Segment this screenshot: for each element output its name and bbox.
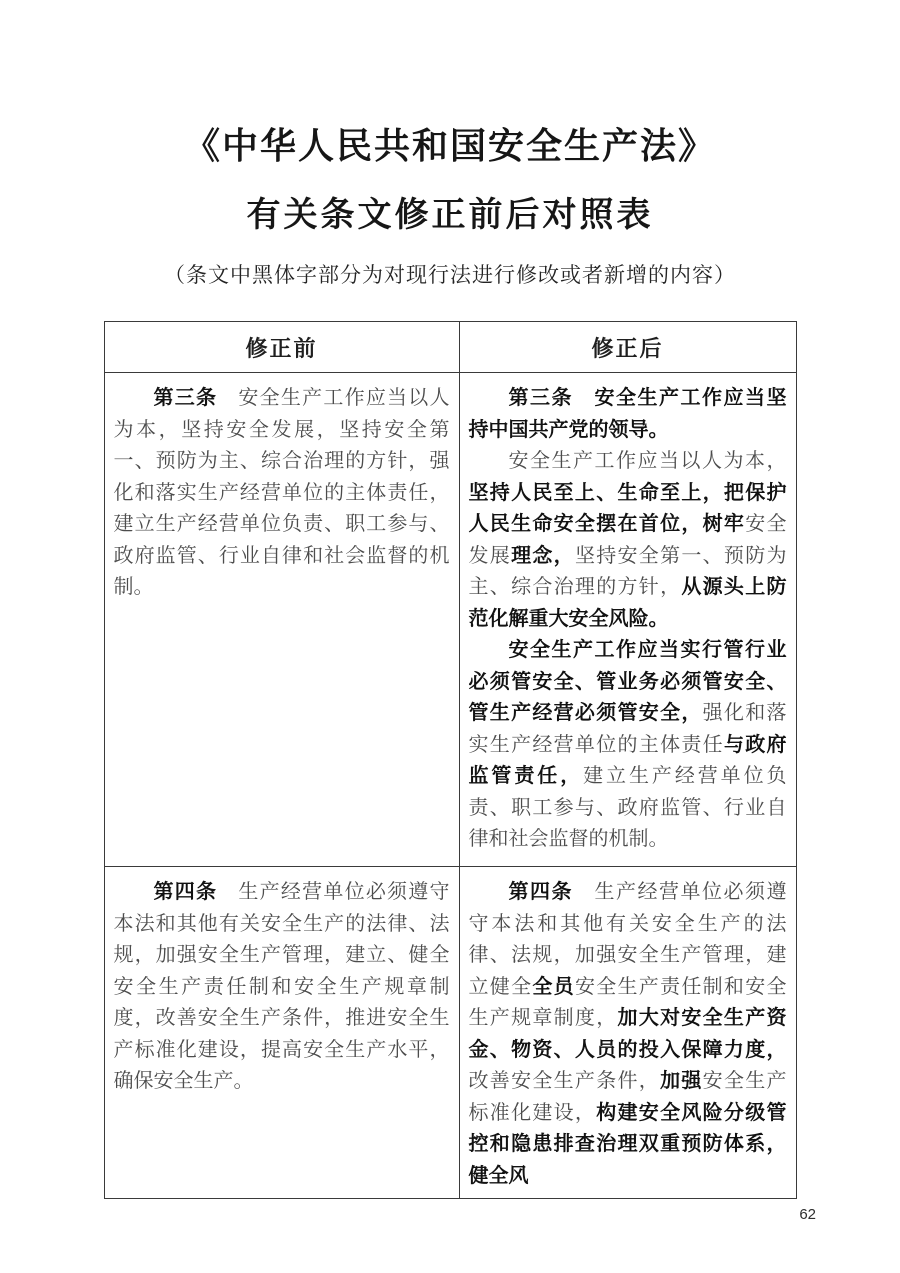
original-text: 安全生产责任制和安全生产规章制度，: [468, 975, 787, 1029]
table-header-row: [104, 322, 796, 373]
amended-text: 第三条 安全生产工作应当坚持中国共产党的领导。: [468, 387, 787, 441]
amended-text: 坚持人民至上、生命至上，把保护人民生命安全摆在首位，树牢: [468, 481, 787, 535]
article-paragraph: [469, 635, 787, 856]
article-paragraph: [469, 446, 787, 635]
amended-text: 理念，: [511, 544, 575, 567]
comparison-table: [104, 321, 797, 1199]
original-text: 建立生产经营单位负责、职工参与、政府监管、行业自律和社会监督的机制。: [468, 765, 787, 850]
original-text: 安全生产工作应当以人为本，坚持安全发展，坚持安全第一、预防为主、综合治理的方针，强化和落实生产经营单位的主体责任，建立生产经营单位负责、职工参与、政府监管、行业自律和社会监督的机制。: [113, 387, 450, 598]
article-paragraph: [114, 877, 450, 1098]
column-header-before: 修正前: [104, 322, 459, 373]
original-text: 安全生产标准化建设，: [468, 1070, 787, 1124]
amended-text: 第三条: [153, 387, 218, 409]
original-text: 安全发展: [468, 513, 787, 567]
article-cell-before: [104, 373, 459, 867]
article-paragraph: [114, 383, 450, 604]
document-note: （条文中黑体字部分为对现行法进行修改或者新增的内容）: [164, 263, 736, 287]
amended-text: 构建安全风险分级管控和隐患排查治理双重预防体系，健全风: [468, 1101, 787, 1187]
document-title: 《中华人民共和国安全生产法》: [183, 126, 716, 166]
article-paragraph: [469, 877, 787, 1192]
original-text: 坚持安全第一、预防为主、综合治理的方针，: [468, 544, 787, 598]
amended-text: 第四条: [508, 881, 573, 903]
column-header-after: 修正后: [459, 322, 796, 373]
amended-text: 加强: [660, 1070, 703, 1092]
original-text: 改善安全生产条件，: [468, 1070, 661, 1092]
document-subtitle: 有关条文修正前后对照表: [246, 197, 654, 234]
amended-text: 加大对安全生产资金、物资、人员的投入保障力度，: [468, 1007, 787, 1061]
page-number: 62: [799, 1206, 816, 1223]
amended-text: 从源头上防范化解重大安全风险。: [468, 576, 787, 630]
article-cell-before: [104, 867, 459, 1199]
article-cell-after: [459, 373, 796, 867]
amended-text: 全员: [532, 975, 575, 998]
article-paragraph: [469, 383, 787, 446]
table-row-article: [104, 867, 796, 1199]
table-row-article: [104, 373, 796, 867]
original-text: 安全生产工作应当以人为本，: [508, 450, 787, 472]
amended-text: 与政府监管责任，: [468, 733, 787, 787]
amended-text: 安全生产工作应当实行管行业必须管安全、管业务必须管安全、管生产经营必须管安全，: [468, 639, 787, 724]
original-text: 生产经营单位必须遵守本法和其他有关安全生产的法律、法规，加强安全生产管理，建立健全: [468, 881, 787, 998]
original-text: 强化和落实生产经营单位的主体责任: [468, 702, 787, 756]
amended-text: 第四条: [153, 881, 218, 903]
article-cell-after: [459, 867, 796, 1199]
original-text: 生产经营单位必须遵守本法和其他有关安全生产的法律、法规，加强安全生产管理，建立、健全安全生产责任制和安全生产规章制度，改善安全生产条件，推进安全生产标准化建设，提高安全生产水平，确保安全生产。: [113, 881, 450, 1092]
